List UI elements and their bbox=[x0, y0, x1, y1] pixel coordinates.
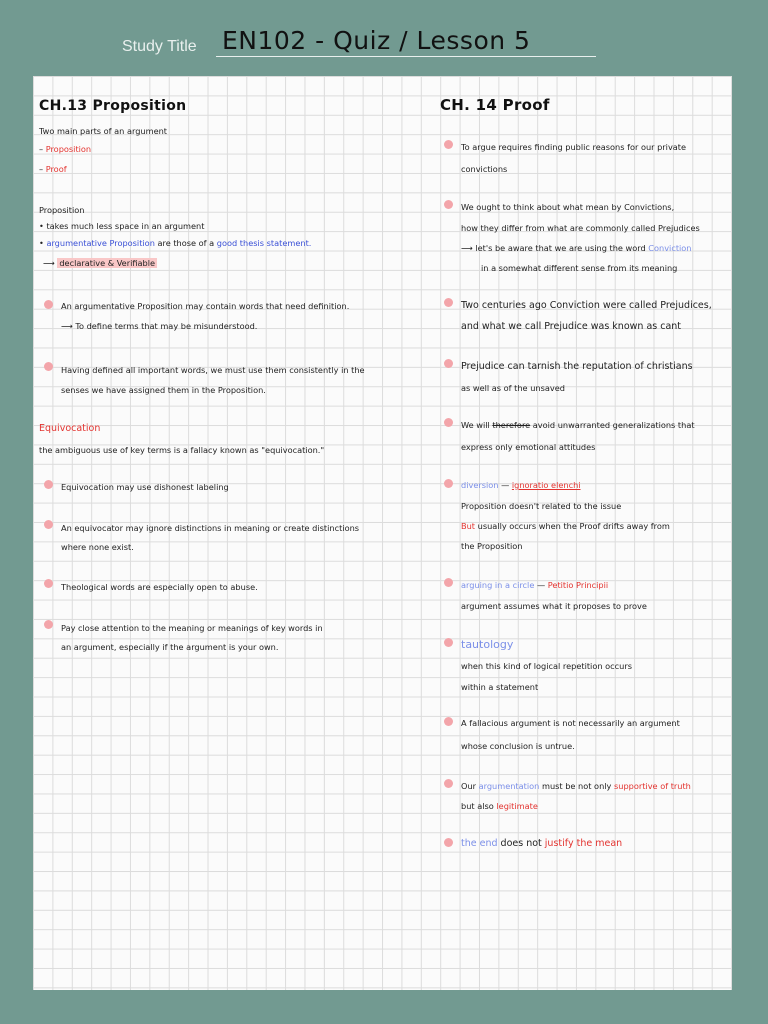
study-title-label: Study Title bbox=[122, 38, 197, 55]
bullet-dot bbox=[44, 579, 53, 588]
proof-note-2-line4: in a somewhat different sense from its meaning bbox=[481, 263, 678, 273]
bullet-dot bbox=[444, 418, 453, 427]
chapter-13-heading: CH.13 Proposition bbox=[39, 98, 187, 114]
note-consistency-line1: Having defined all important words, we must use them consistently in the bbox=[61, 365, 365, 375]
intro-line: Two main parts of an argument bbox=[39, 126, 168, 136]
bullet-dot bbox=[444, 838, 453, 847]
proof-note-5-line2: express only emotional attitudes bbox=[461, 442, 596, 452]
proof-note-4-line1: Prejudice can tarnish the reputation of christians bbox=[461, 361, 693, 372]
chapter-14-heading: CH. 14 Proof bbox=[440, 96, 550, 114]
proposition-bullet-1: • takes much less space in an argument bbox=[39, 221, 205, 231]
proof-note-10-line1: Our argumentation must be not only supportive of truth bbox=[461, 781, 691, 791]
grid-paper bbox=[33, 76, 732, 990]
proof-note-5-line1: We will therefore avoid unwarranted generalizations that bbox=[461, 420, 695, 430]
proof-note-4-line2: as well as of the unsaved bbox=[461, 383, 565, 393]
proof-note-7-line1: arguing in a circle — Petitio Principii bbox=[461, 580, 609, 590]
proof-note-8-line2: when this kind of logical repetition occurs bbox=[461, 661, 632, 671]
note-consistency-line2: senses we have assigned them in the Proposition. bbox=[61, 385, 266, 395]
proof-note-6-line4: the Proposition bbox=[461, 541, 523, 551]
bullet-dot bbox=[444, 359, 453, 368]
note-definition-line1: An argumentative Proposition may contain words that need definition. bbox=[61, 301, 350, 311]
bullet-dot bbox=[444, 638, 453, 647]
equivocation-title: Equivocation bbox=[39, 423, 101, 434]
bullet-dot bbox=[444, 779, 453, 788]
proof-note-11: the end does not justify the mean bbox=[461, 838, 623, 849]
proof-note-10-line2: but also legitimate bbox=[461, 801, 538, 811]
bullet-dot bbox=[444, 578, 453, 587]
study-title: EN102 - Quiz / Lesson 5 bbox=[222, 26, 531, 55]
proposition-bullet-2: • argumentative Proposition are those of a good thesis statement. bbox=[39, 238, 312, 248]
note-attention-line1: Pay close attention to the meaning or meanings of key words in bbox=[61, 623, 323, 633]
proof-note-1-line2: convictions bbox=[461, 164, 508, 174]
bullet-dot bbox=[44, 520, 53, 529]
proof-note-6-line3: But usually occurs when the Proof drifts away from bbox=[461, 521, 670, 531]
intro-item-proposition: – Proposition bbox=[39, 144, 92, 154]
proof-note-9-line1: A fallacious argument is not necessarily an argument bbox=[461, 718, 680, 728]
proof-note-2-line3: ⟶ let's be aware that we are using the word Conviction bbox=[461, 243, 692, 253]
proof-note-8-term: tautology bbox=[461, 638, 514, 651]
note-labeling: Equivocation may use dishonest labeling bbox=[61, 482, 229, 492]
intro-item-proof: – Proof bbox=[39, 164, 67, 174]
note-definition-line2: ⟶ To define terms that may be misunderstood. bbox=[61, 321, 258, 331]
proof-note-3-line2: and what we call Prejudice was known as cant bbox=[461, 321, 682, 332]
proof-note-6-line1: diversion — ignoratio elenchi bbox=[461, 480, 581, 490]
proof-note-8-line3: within a statement bbox=[461, 682, 539, 692]
proof-note-6-line2: Proposition doesn't related to the issue bbox=[461, 501, 622, 511]
proof-note-1-line1: To argue requires finding public reasons for our private bbox=[461, 142, 687, 152]
bullet-dot bbox=[44, 620, 53, 629]
bullet-dot bbox=[44, 480, 53, 489]
bullet-dot bbox=[44, 362, 53, 371]
proposition-block-title: Proposition bbox=[39, 205, 85, 215]
equivocation-definition: the ambiguous use of key terms is a fallacy known as "equivocation." bbox=[39, 445, 325, 455]
note-theological: Theological words are especially open to abuse. bbox=[61, 582, 258, 592]
bullet-dot bbox=[444, 298, 453, 307]
note-attention-line2: an argument, especially if the argument is your own. bbox=[61, 642, 279, 652]
bullet-dot bbox=[444, 200, 453, 209]
note-equivocator-line1: An equivocator may ignore distinctions in meaning or create distinctions bbox=[61, 523, 360, 533]
proof-note-3-line1: Two centuries ago Conviction were called Prejudices, bbox=[461, 300, 712, 311]
bullet-dot bbox=[444, 140, 453, 149]
proof-note-9-line2: whose conclusion is untrue. bbox=[461, 741, 575, 751]
proof-note-7-line2: argument assumes what it proposes to prove bbox=[461, 601, 647, 611]
title-underline bbox=[216, 56, 596, 57]
proposition-bullet-3: ⟶ declarative & Verifiable bbox=[43, 258, 156, 268]
proof-note-2-line2: how they differ from what are commonly called Prejudices bbox=[461, 223, 700, 233]
proof-note-2-line1: We ought to think about what mean by Convictions, bbox=[461, 202, 675, 212]
bullet-dot bbox=[44, 300, 53, 309]
bullet-dot bbox=[444, 479, 453, 488]
note-equivocator-line2: where none exist. bbox=[61, 542, 134, 552]
bullet-dot bbox=[444, 717, 453, 726]
